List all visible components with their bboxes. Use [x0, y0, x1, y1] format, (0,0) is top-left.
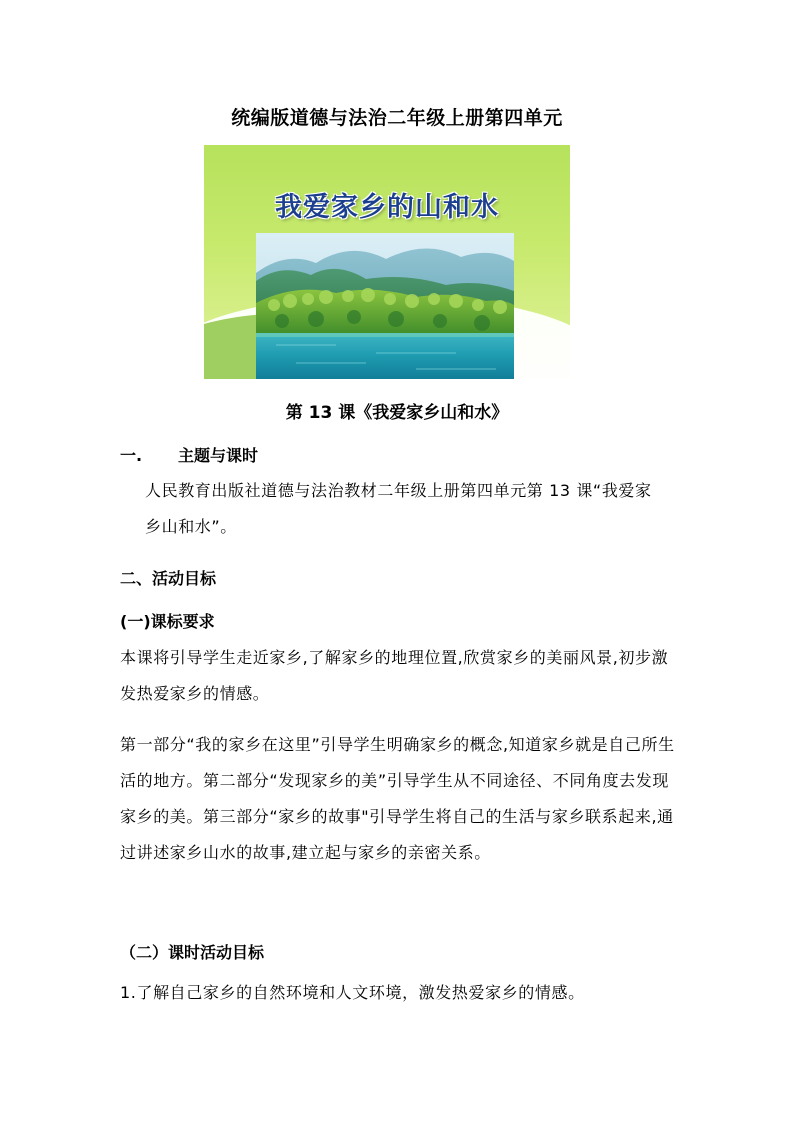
subsection-2-heading: （二）课时活动目标: [120, 943, 265, 962]
paragraph-curriculum-requirements: 本课将引导学生走近家乡,了解家乡的地理位置,欣赏家乡的美丽风景,初步激发热爱家乡的情感。: [120, 648, 669, 703]
subsection-1-heading: (一)课标要求: [120, 612, 215, 631]
paragraph-lesson-parts: 第一部分“我的家乡在这里”引导学生明确家乡的概念,知道家乡就是自己所生活的地方。第二部分“发现家乡的美”引导学生从不同途径、不同角度去发现家乡的美。第三部分“家乡的故事"引导学生将自己的生活与家乡联系起来,通过讲述家乡山水的故事,建立起与家乡的亲密关系。: [120, 735, 675, 862]
section-1-title: 主题与课时: [178, 446, 259, 465]
cover-image: [204, 145, 570, 379]
section-2-heading: 二、活动目标: [120, 569, 217, 588]
landscape-photo: [256, 233, 514, 379]
cover-heading: 我爱家乡的山和水: [275, 192, 499, 223]
section-1-heading: [120, 443, 258, 466]
section-1-number: 一.: [120, 446, 143, 465]
unit-title: 统编版道德与法治二年级上册第四单元: [231, 107, 563, 129]
lesson-title: 第 13 课《我爱家乡山和水》: [285, 403, 509, 423]
objective-item-1: 1.了解自己家乡的自然环境和人文环境，激发热爱家乡的情感。: [120, 983, 585, 1002]
section-1-body: 人民教育出版社道德与法治教材二年级上册第四单元第 13 课“我爱家乡山和水”。: [145, 481, 652, 536]
